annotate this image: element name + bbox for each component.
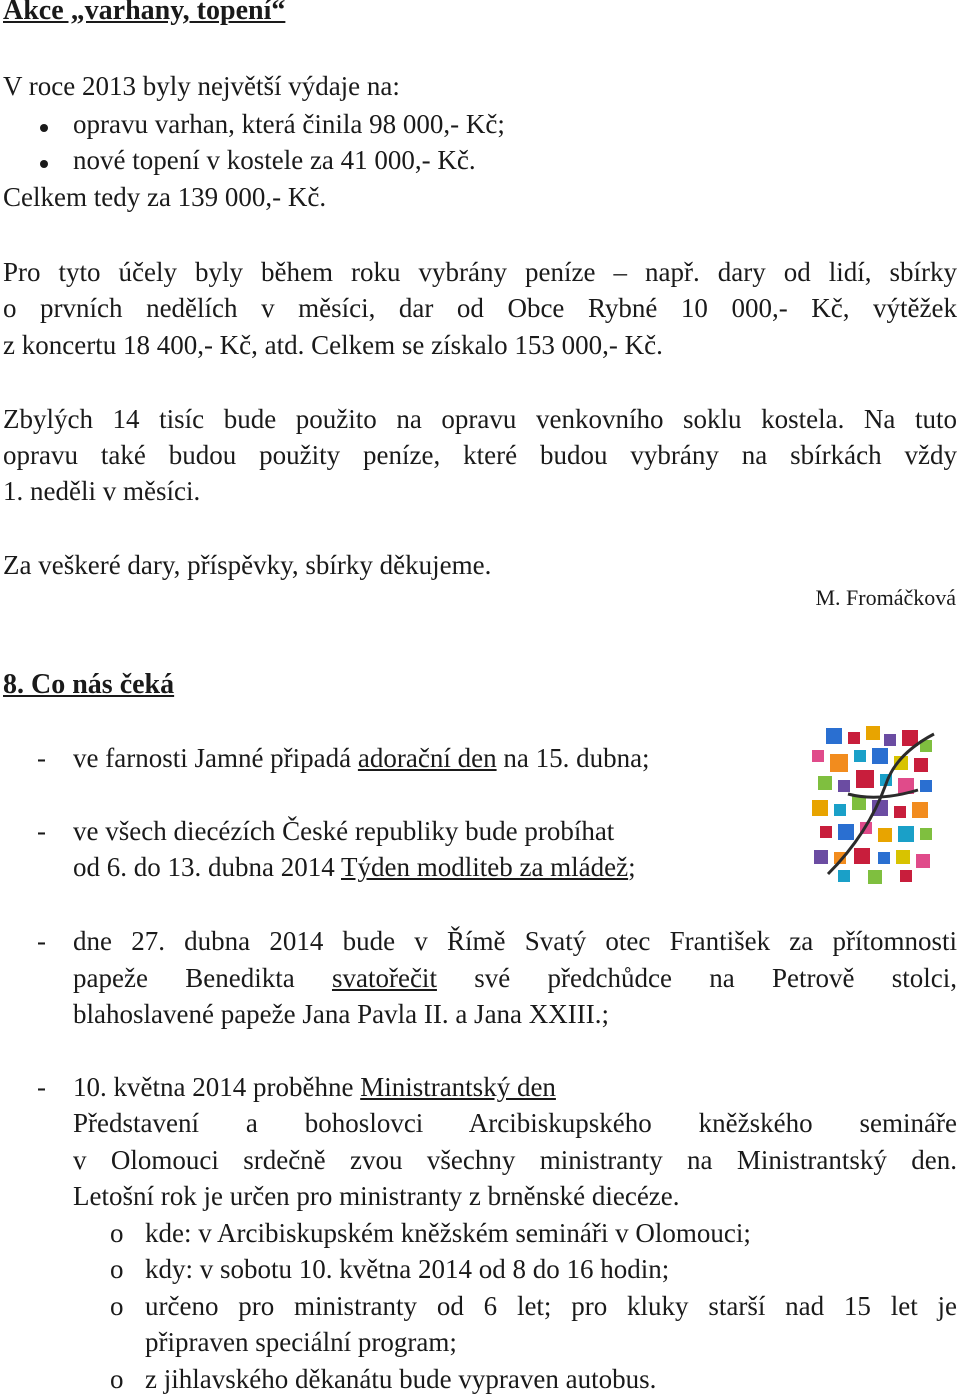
list-item: opravu varhan, která činila 98 000,- Kč; bbox=[73, 109, 505, 139]
sub-list-item: kdy: v sobotu 10. května 2014 od 8 do 16 hodin; bbox=[145, 1254, 670, 1284]
list-item: Letošní rok je určen pro ministranty z brněnské diecéze. bbox=[73, 1181, 680, 1211]
list-item bbox=[73, 1071, 556, 1103]
sub-list-item: připraven speciální program; bbox=[145, 1327, 457, 1357]
list-item: v Olomouci srdečně zvou všechny ministranty na Ministrantský den. bbox=[73, 1145, 957, 1175]
item-text: své předchůdce na Petrově stolci, bbox=[436, 963, 958, 993]
sub-bullet-marker: o bbox=[110, 1364, 124, 1394]
signature: M. Fromáčková bbox=[815, 585, 956, 610]
paragraph-line: Zbylých 14 tisíc bude použito na opravu venkovního soklu kostela. Na tuto bbox=[3, 404, 957, 434]
dash-marker: - bbox=[37, 926, 46, 956]
paragraph-line: Pro tyto účely byly během roku vybrány peníze – např. dary od lidí, sbírky bbox=[3, 257, 957, 287]
dash-marker: - bbox=[37, 816, 46, 846]
list-item bbox=[73, 742, 650, 774]
paragraph-line: z koncertu 18 400,- Kč, atd. Celkem se získalo 153 000,- Kč. bbox=[3, 330, 663, 360]
list-item: ve všech diecézích České republiky bude probíhat bbox=[73, 816, 615, 846]
list-item bbox=[73, 962, 957, 994]
paragraph-line: 1. neděli v měsíci. bbox=[3, 476, 201, 506]
list-item: dne 27. dubna 2014 bude v Římě Svatý otec František za přítomnosti bbox=[73, 926, 957, 956]
item-text: na 15. dubna; bbox=[496, 743, 650, 773]
section-title-co-nas-ceka: 8. Co nás čeká bbox=[3, 669, 175, 700]
ministrantsky-den-link[interactable]: Ministrantský den bbox=[360, 1072, 556, 1102]
sub-list-item: kde: v Arcibiskupském kněžském semináři v Olomouci; bbox=[145, 1218, 751, 1248]
intro-text: V roce 2013 byly největší výdaje na: bbox=[3, 71, 400, 101]
bullet-icon bbox=[40, 124, 48, 132]
sub-list-item: z jihlavského děkanátu bude vypraven autobus. bbox=[145, 1364, 657, 1394]
item-text: 10. května 2014 proběhne bbox=[73, 1072, 361, 1102]
tyden-modliteb-link[interactable]: Týden modliteb za mládež bbox=[341, 852, 629, 882]
sub-bullet-marker: o bbox=[110, 1218, 124, 1248]
dash-marker: - bbox=[37, 743, 46, 773]
paragraph-line: opravu také budou použity peníze, které budou vybrány na sbírkách vždy bbox=[3, 440, 957, 470]
item-text: od 6. do 13. dubna 2014 bbox=[73, 852, 341, 882]
adoracni-den-link[interactable]: adorační den bbox=[357, 743, 497, 773]
svatorecit-link[interactable]: svatořečit bbox=[331, 963, 437, 993]
item-text: ve farnosti Jamné připadá bbox=[73, 743, 358, 773]
list-item: nové topení v kostele za 41 000,- Kč. bbox=[73, 145, 476, 175]
paragraph-line: o prvních nedělích v měsíci, dar od Obce Rybné 10 000,- Kč, výtěžek bbox=[3, 293, 957, 323]
sub-bullet-marker: o bbox=[110, 1254, 124, 1284]
logo-squares bbox=[812, 726, 932, 884]
list-item: Představení a bohoslovci Arcibiskupského kněžského semináře bbox=[73, 1108, 957, 1138]
thanks-text: Za veškeré dary, příspěvky, sbírky děkujeme. bbox=[3, 550, 492, 580]
list-item: blahoslavené papeže Jana Pavla II. a Jana XXIII.; bbox=[73, 999, 610, 1029]
list-item bbox=[73, 851, 636, 883]
dash-marker: - bbox=[37, 1072, 46, 1102]
youth-week-logo bbox=[808, 724, 940, 886]
item-text: papeže Benedikta bbox=[73, 963, 332, 993]
total-text: Celkem tedy za 139 000,- Kč. bbox=[3, 182, 327, 212]
bullet-icon bbox=[40, 160, 48, 168]
item-text: ; bbox=[628, 852, 636, 882]
sub-list-item: určeno pro ministranty od 6 let; pro kluky starší nad 15 let je bbox=[145, 1291, 957, 1321]
section-title-akce: Akce „varhany, topení“ bbox=[3, 0, 286, 26]
sub-bullet-marker: o bbox=[110, 1291, 124, 1321]
